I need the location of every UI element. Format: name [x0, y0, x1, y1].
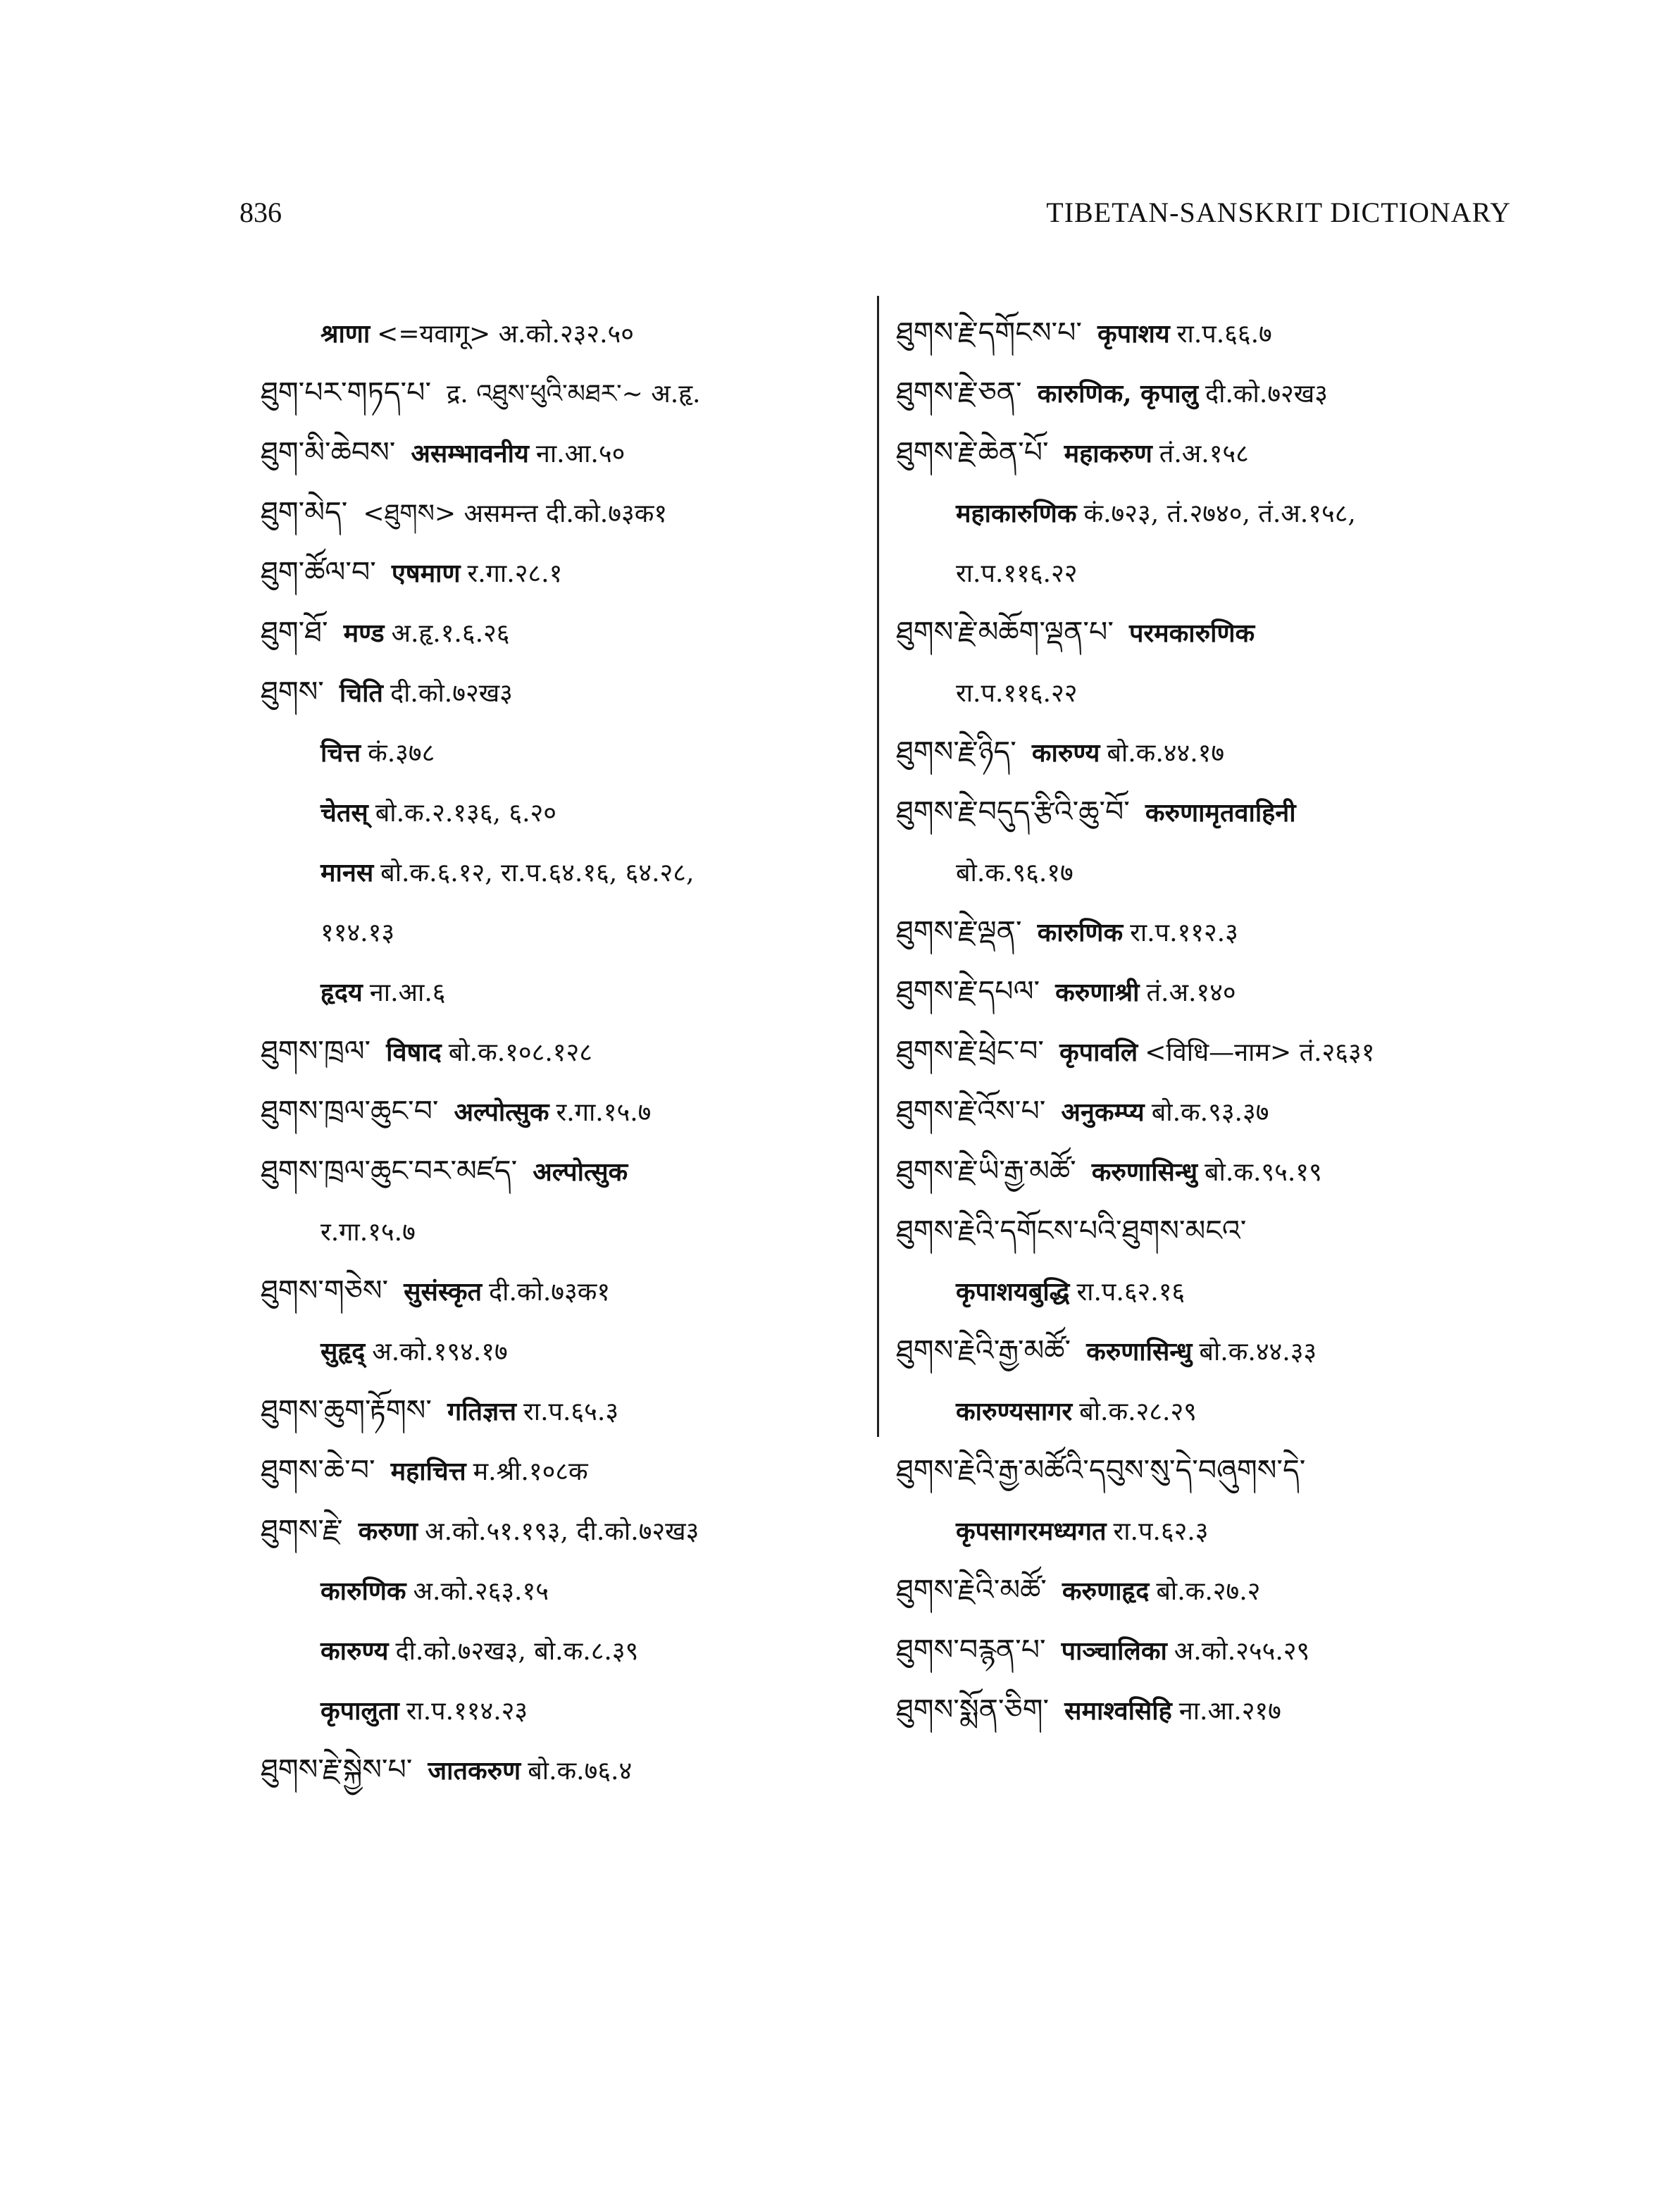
dictionary-entry: [896, 1381, 1530, 1440]
dictionary-entry: [261, 1081, 852, 1141]
sanskrit-equivalent: कारुण्य: [1031, 738, 1100, 768]
sanskrit-equivalent: पाञ्चालिका: [1061, 1636, 1167, 1666]
dictionary-entry: [896, 1321, 1530, 1381]
dictionary-entry: [261, 1141, 852, 1201]
sanskrit-equivalent: चित्त: [321, 738, 361, 768]
source-reference: अ.को.२५५.२९: [1174, 1637, 1310, 1666]
dictionary-entry: [896, 902, 1530, 961]
sanskrit-equivalent: महाकारुणिक: [956, 499, 1077, 528]
source-reference: बो.क.४४.३३: [1199, 1338, 1317, 1366]
dictionary-entry: [261, 1500, 852, 1560]
sanskrit-equivalent: विषाद: [386, 1038, 442, 1067]
dictionary-entry: [261, 1560, 852, 1620]
sanskrit-equivalent: समाश्वसिहि: [1064, 1696, 1172, 1726]
sanskrit-equivalent: करुणाहृद: [1062, 1576, 1150, 1606]
dictionary-entry: [896, 1201, 1530, 1261]
sanskrit-equivalent: चेतस्: [321, 798, 368, 828]
sanskrit-equivalent: करुणासिन्धु: [1086, 1337, 1193, 1366]
tibetan-headword: ཐུགས་རྗེ་དཔལ་: [896, 974, 1040, 1008]
dictionary-entry: [261, 363, 852, 423]
dictionary-entry: [896, 782, 1530, 842]
source-reference: ११४.१३: [321, 919, 395, 947]
tibetan-headword: ཐུགས་: [261, 675, 324, 709]
sanskrit-equivalent: करुणा: [358, 1517, 418, 1546]
tibetan-headword: ཐུགས་རྗེའི་རྒྱ་མཚོའི་དབུས་སུ་དེ་བཞུགས་དེ་: [896, 1453, 1306, 1487]
source-reference: रा.प.६२.३: [1113, 1517, 1209, 1546]
sanskrit-equivalent: सुहृद्: [321, 1337, 366, 1366]
source-reference: ना.आ.२१७: [1178, 1697, 1281, 1726]
dictionary-entry: [896, 423, 1530, 482]
source-reference: अ.को.१९४.१७: [372, 1338, 508, 1366]
sanskrit-equivalent: एषमाण: [391, 559, 461, 588]
tibetan-headword: ཐུགས་རྗེ་འོས་པ་: [896, 1094, 1046, 1128]
dictionary-entry: [261, 542, 852, 602]
source-reference: र.गा.१५.७: [321, 1218, 416, 1247]
dictionary-entry: [896, 1680, 1530, 1740]
right-column: [896, 303, 1530, 1740]
sanskrit-equivalent: महाकरुण: [1064, 439, 1152, 468]
source-reference: बो.क.२८.२९: [1079, 1397, 1197, 1426]
sanskrit-equivalent: कृपाशय: [1097, 319, 1170, 349]
sanskrit-equivalent: कृपाशयबुद्धि: [956, 1277, 1070, 1307]
sanskrit-equivalent: अल्पोत्सुक: [454, 1097, 549, 1127]
tibetan-headword: ཐུགས་སྨོན་ཅིག་: [896, 1693, 1050, 1726]
source-reference: बो.क.२७.२: [1156, 1577, 1261, 1606]
sanskrit-equivalent: कारुण्य: [321, 1636, 389, 1666]
dictionary-entry: [261, 303, 852, 363]
source-reference: <=यवागू> अ.को.२३२.५०: [377, 320, 635, 349]
dictionary-entry: [896, 1500, 1530, 1560]
dictionary-entry: [896, 1620, 1530, 1680]
tibetan-headword: ཐུགས་རྗེ་བདུད་རྩིའི་ཆུ་བོ་: [896, 795, 1130, 828]
source-reference: बो.क.१०८.१२८: [448, 1038, 592, 1067]
dictionary-entry: [261, 842, 852, 902]
dictionary-entry: [261, 961, 852, 1021]
source-reference: ना.आ.६: [369, 978, 446, 1007]
source-reference: रा.प.११६.२२: [956, 559, 1078, 588]
dictionary-entry: [896, 482, 1530, 542]
source-reference: बो.क.४४.१७: [1107, 739, 1225, 768]
tibetan-headword: ཐུགས་ཁྲལ་: [261, 1034, 371, 1068]
source-reference: द्र. འཐུས་ཕུའི་མཐར་~ अ.हृ.: [447, 380, 701, 409]
tibetan-headword: ཐུགས་ཆེ་བ་: [261, 1453, 375, 1487]
left-column: [261, 303, 852, 1800]
dictionary-entry: [896, 1440, 1530, 1500]
dictionary-entry: [896, 363, 1530, 423]
source-reference: <विधि—नाम> तं.२६३१: [1145, 1038, 1375, 1067]
tibetan-headword: ཐུགས་རྗེ་མཆོག་ལྡན་པ་: [896, 615, 1114, 649]
source-reference: दी.को.७२ख३, बो.क.८.३९: [395, 1637, 639, 1666]
tibetan-headword: ཐུགས་རྗེའི་དགོངས་པའི་ཐུགས་མངའ་: [896, 1214, 1247, 1247]
dictionary-entry: [261, 482, 852, 542]
dictionary-entry: [261, 1381, 852, 1440]
tibetan-headword: ཐུགས་རྗེ་: [261, 1513, 343, 1547]
running-head: TIBETAN-SANSKRIT DICTIONARY: [1046, 197, 1511, 228]
dictionary-entry: [261, 662, 852, 722]
source-reference: बो.क.२.१३६, ६.२०: [375, 799, 556, 828]
sanskrit-equivalent: जातकरुण: [428, 1756, 521, 1786]
dictionary-entry: [261, 1620, 852, 1680]
source-reference: बो.क.६.१२, रा.प.६४.१६, ६४.२८,: [380, 859, 695, 888]
dictionary-entry: [896, 722, 1530, 782]
dictionary-entry: [896, 303, 1530, 363]
sanskrit-equivalent: सुसंस्कृत: [404, 1277, 482, 1307]
tibetan-headword: ཐུགས་རྗེ་ཡི་རྒྱ་མཚོ་: [896, 1154, 1076, 1188]
dictionary-entry: [261, 1680, 852, 1740]
source-reference: रा.प.६५.३: [523, 1397, 619, 1426]
source-reference: र.गा.१५.७: [556, 1098, 652, 1127]
source-reference: रा.प.६६.७: [1176, 320, 1272, 349]
sanskrit-equivalent: करुणामृतवाहिनी: [1145, 798, 1296, 828]
dictionary-entry: [896, 662, 1530, 722]
page-number: 836: [239, 197, 282, 228]
tibetan-headword: ཐུགས་ཁྲལ་ཆུང་བ་: [261, 1094, 439, 1128]
source-reference: कं.७२३, तं.२७४०, तं.अ.१५८,: [1083, 499, 1356, 528]
source-reference: <ཐུགས> असमन्त दी.को.७३क१: [363, 499, 668, 528]
dictionary-entry: [896, 1081, 1530, 1141]
sanskrit-equivalent: कारुण्यसागर: [956, 1397, 1073, 1426]
dictionary-entry: [261, 902, 852, 961]
sanskrit-equivalent: हृदय: [321, 978, 363, 1007]
source-reference: बो.क.९३.३७: [1151, 1098, 1269, 1127]
tibetan-headword: ཐུགས་རྗེ་ཉིད་: [896, 735, 1016, 768]
dictionary-entry: [261, 722, 852, 782]
source-reference: दी.को.७२ख३: [390, 679, 513, 708]
tibetan-headword: ཐུག་ཚོལ་བ་: [261, 555, 376, 589]
sanskrit-equivalent: परमकारुणिक: [1128, 618, 1255, 648]
source-reference: रा.प.११४.२३: [406, 1697, 528, 1726]
sanskrit-equivalent: कारुणिक: [1037, 918, 1124, 947]
source-reference: अ.को.२६३.१५: [413, 1577, 549, 1606]
source-reference: अ.को.५१.१९३, दी.को.७२ख३: [425, 1517, 699, 1546]
source-reference: र.गा.२८.१: [467, 559, 563, 588]
source-reference: रा.प.११२.३: [1130, 919, 1238, 947]
source-reference: कं.३७८: [368, 739, 435, 768]
sanskrit-equivalent: कृपावलि: [1059, 1038, 1138, 1067]
dictionary-entry: [261, 602, 852, 662]
tibetan-headword: ཐུགས་རྗེ་ལྡན་: [896, 914, 1022, 948]
sanskrit-equivalent: श्राणा: [321, 319, 371, 349]
tibetan-headword: ཐུགས་རྗེ་སྐྱེས་པ་: [261, 1752, 413, 1786]
sanskrit-equivalent: असम्भावनीय: [411, 439, 529, 468]
source-reference: तं.अ.१५८: [1159, 440, 1249, 468]
dictionary-entry: [896, 842, 1530, 902]
tibetan-headword: ཐུགས་རྗེ་ཆེན་པོ་: [896, 435, 1049, 469]
dictionary-entry: [261, 1201, 852, 1261]
dictionary-entry: [896, 542, 1530, 602]
dictionary-entry: [261, 423, 852, 482]
sanskrit-equivalent: गतिज्ञत्त: [447, 1397, 517, 1426]
source-reference: दी.को.७३क१: [489, 1278, 611, 1307]
tibetan-headword: ཐུགས་གཅེས་: [261, 1274, 389, 1307]
dictionary-entry: [261, 782, 852, 842]
tibetan-headword: ཐུགས་ཁྲལ་ཆུང་བར་མཛད་: [261, 1154, 518, 1188]
dictionary-entry: [261, 1021, 852, 1081]
sanskrit-equivalent: कृपालुता: [321, 1696, 399, 1726]
dictionary-entry: [261, 1321, 852, 1381]
source-reference: बो.क.९५.१९: [1205, 1158, 1322, 1187]
sanskrit-equivalent: अनुकम्प्य: [1061, 1097, 1145, 1127]
tibetan-headword: ཐུགས་བརྙན་པ་: [896, 1633, 1046, 1667]
dictionary-entry: [896, 1141, 1530, 1201]
source-reference: बो.क.९६.१७: [956, 859, 1074, 888]
dictionary-entry: [896, 961, 1530, 1021]
tibetan-headword: ཐུགས་ཆུག་རྟོགས་: [261, 1393, 432, 1427]
source-reference: बो.क.७६.४: [528, 1757, 633, 1786]
tibetan-headword: ཐུགས་རྗེ་དགོངས་པ་: [896, 316, 1082, 349]
sanskrit-equivalent: करुणासिन्धु: [1091, 1157, 1197, 1187]
source-reference: रा.प.६२.१६: [1076, 1278, 1186, 1307]
source-reference: तं.अ.१४०: [1146, 978, 1236, 1007]
source-reference: रा.प.११६.२२: [956, 679, 1078, 708]
sanskrit-equivalent: कृपसागरमध्यगत: [956, 1517, 1107, 1546]
tibetan-headword: ཐུགས་རྗེ་ཕྲེང་བ་: [896, 1034, 1045, 1068]
dictionary-entry: [896, 602, 1530, 662]
dictionary-entry: [896, 1560, 1530, 1620]
sanskrit-equivalent: कारुणिक: [321, 1576, 406, 1606]
source-reference: म.श्री.१०८क: [473, 1457, 588, 1486]
sanskrit-equivalent: करुणाश्री: [1055, 978, 1140, 1007]
dictionary-entry: [896, 1021, 1530, 1081]
sanskrit-equivalent: मानस: [321, 858, 374, 888]
sanskrit-equivalent: मण्ड: [343, 618, 385, 648]
sanskrit-equivalent: महाचित्त: [390, 1457, 466, 1486]
source-reference: दी.को.७२ख३: [1205, 380, 1328, 409]
dictionary-entry: [261, 1261, 852, 1321]
tibetan-headword: ཐུགས་རྗེའི་རྒྱ་མཚོ་: [896, 1333, 1071, 1367]
tibetan-headword: ཐུགས་རྗེ་ཅན་: [896, 375, 1022, 409]
sanskrit-equivalent: चिति: [339, 678, 383, 708]
tibetan-headword: ཐུག་ཐོ་: [261, 615, 328, 649]
tibetan-headword: ཐུག་པར་གཏད་པ་: [261, 375, 432, 409]
tibetan-headword: ཐུག་མེད་: [261, 495, 348, 529]
column-divider: [877, 296, 879, 1437]
source-reference: ना.आ.५०: [535, 440, 626, 468]
tibetan-headword: ཐུགས་རྗེའི་མཚོ་: [896, 1573, 1047, 1607]
sanskrit-equivalent: अल्पोत्सुक: [533, 1157, 628, 1187]
dictionary-entry: [261, 1440, 852, 1500]
source-reference: अ.हृ.१.६.२६: [391, 619, 510, 648]
tibetan-headword: ཐུག་མི་ཆེབས་: [261, 435, 396, 469]
dictionary-entry: [896, 1261, 1530, 1321]
sanskrit-equivalent: कारुणिक, कृपालु: [1037, 379, 1199, 409]
dictionary-entry: [261, 1740, 852, 1800]
